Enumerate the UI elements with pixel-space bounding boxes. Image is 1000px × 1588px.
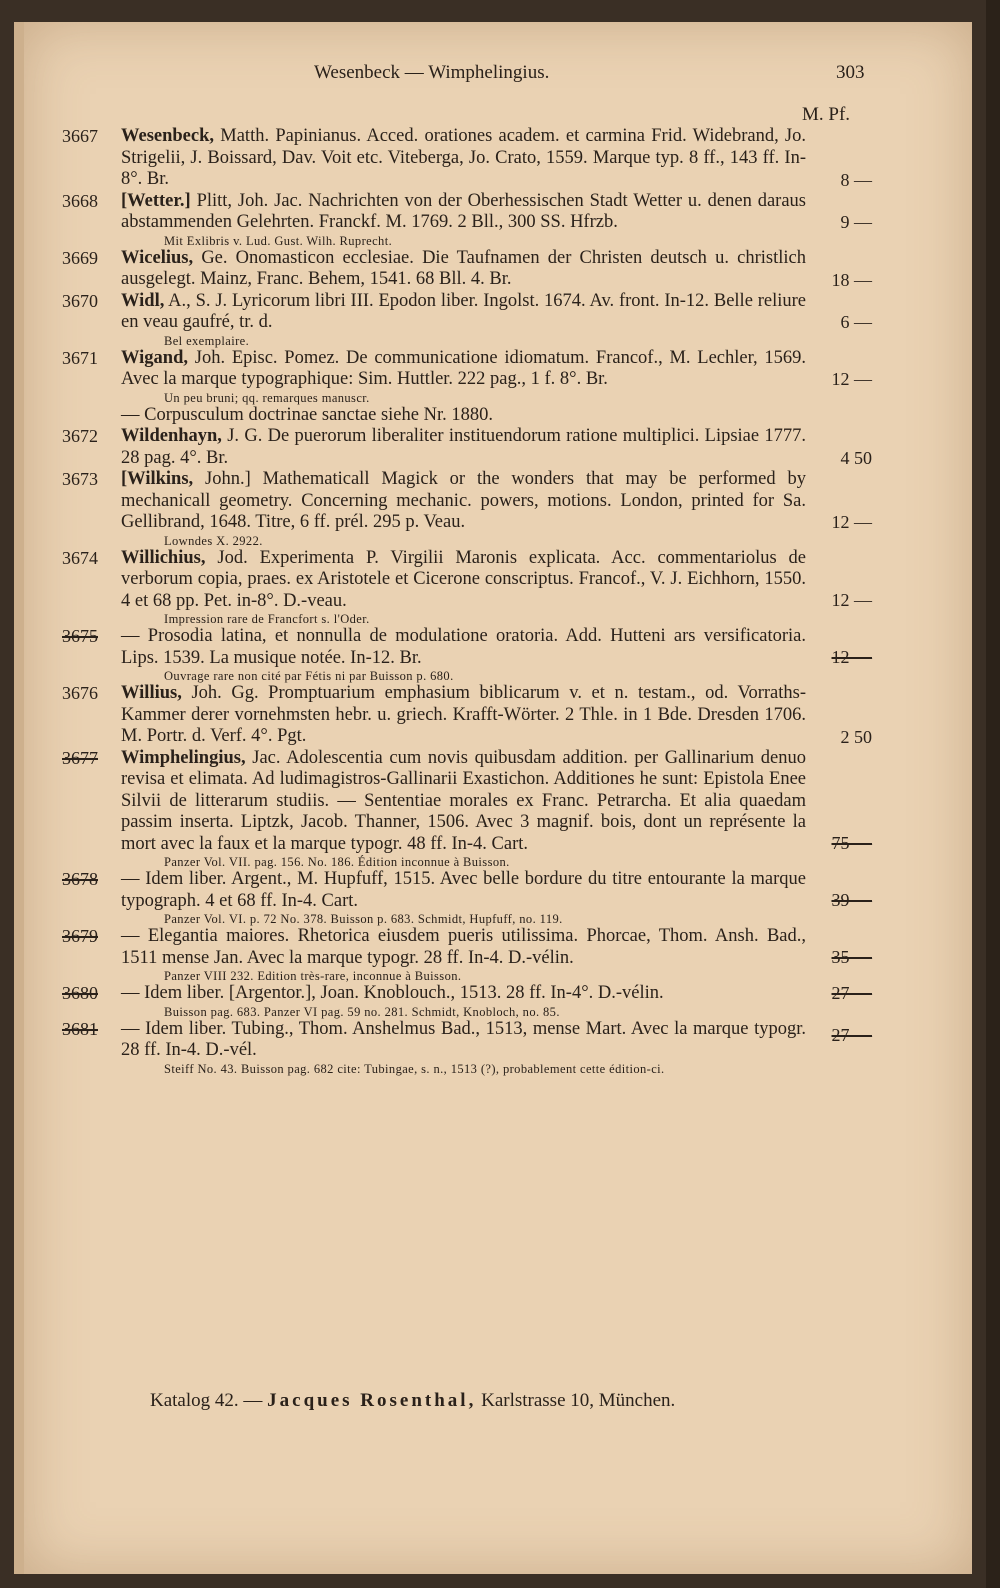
catalog-entry [62,405,942,427]
entry-text [121,683,806,748]
entry-text [121,426,806,469]
entry-note: Panzer Vol. VII. pag. 156. No. 186. Édition inconnue à Buisson. [164,855,510,869]
entry-price: 12 — [831,647,872,667]
entry-note: Buisson pag. 683. Panzer VI pag. 59 no. 281. Schmidt, Knobloch, no. 85. [164,1004,560,1019]
entry-number: 3680 [62,983,98,1003]
entry-description: J. G. De puerorum liberaliter instituendorum ratione multiplici. Lipsiae 1777. 28 pag. 4°. Br. [121,426,807,468]
entry-author: Willichius, [121,547,206,568]
entry-description: Matth. Papinianus. Acced. orationes academ. et carmina Frid. Widebrand, Jo. Strigelii, J. Boissard, Dav. Voit etc. Viteberga, Jo. Crato, 1559. Marque typ. 8 ff., 143 ff. In-8°. Br. [121,126,807,189]
entry-description: Jod. Experimenta P. Virgilii Maronis explicata. Acc. commentariolus de verborum copia, praes. ex Aristotele et Cicerone conscriptus. Francof., V. J. Eichhorn, 1550. 4 et 68 pp. Pet. in-8°. D.-veau. [121,547,807,611]
catalog-entry [62,469,942,548]
entry-price: 12 — [831,368,872,389]
entry-price: 4 50 [840,448,872,468]
page-header [24,62,972,92]
entry-note: Bel exemplaire. [164,333,250,348]
footer-catalog: Katalog 42. — [150,1390,263,1411]
catalog-entry [62,548,942,627]
entry-description: A., S. J. Lyricorum libri III. Epodon liber. Ingolst. 1674. Av. front. In-12. Belle reliure en veau gaufré, tr. d. [121,290,807,332]
entry-price: 9 — [840,211,872,232]
entry-text [121,248,806,291]
entry-description: — Prosodia latina, et nonnulla de modulatione oratoria. Add. Hutteni ars versificatoria. Lips. 1539. La musique notée. In-12. Br. [121,626,806,668]
catalog-page [14,22,972,1574]
entry-text [121,291,806,334]
entry-text [121,348,806,391]
entry-author: Willius, [121,683,182,703]
entry-number: 3669 [62,247,98,268]
entry-description: — Corpusculum doctrinae sanctae siehe Nr. 1880. [121,404,493,425]
entry-note: Mit Exlibris v. Lud. Gust. Wilh. Ruprecht. [164,233,393,248]
catalog-entry [62,926,942,983]
entry-description: — Idem liber. Argent., M. Hupfuff, 1515. Avec belle bordure du titre entourante la marque typograph. 4 et 68 ff. In-4. Cart. [121,869,806,911]
catalog-entry [62,126,942,191]
entry-author: [Wilkins, [121,469,194,489]
catalog-entry [62,626,942,683]
catalog-entry [62,683,942,748]
entry-number: 3672 [62,426,98,446]
entry-note: Ouvrage rare non cité par Fétis ni par Buisson p. 680. [164,669,454,683]
entry-number: 3673 [62,469,98,489]
currency-heading: M. Pf. [802,104,851,125]
entry-description: John.] Mathematicall Magick or the wonders that may be performed by mechanicall geometry. Concerning mechanic. powers, motions. London, printed for Sa. Gellibrand, 1648. Titre, 6 ff. prél. 295 p. Veau. [121,469,806,532]
entry-text [121,983,806,1005]
catalog-entry [62,248,942,291]
footer-dealer: Jacques Rosenthal, [267,1390,477,1411]
entry-number: 3667 [62,126,98,146]
entry-text [121,126,806,191]
entry-text [121,191,806,234]
entry-price: 75 — [831,833,872,853]
catalog-entry [62,426,942,469]
entry-text [121,926,806,969]
entry-author: Wigand, [121,347,189,368]
entry-number: 3677 [62,747,98,768]
entry-note: Un peu bruni; qq. remarques manuscr. [164,390,370,405]
entry-author: Wicelius, [121,247,194,268]
entry-text [121,469,806,534]
entry-note: Panzer VIII 232. Edition très-rare, inconnue à Buisson. [164,969,462,983]
entry-price: 27 — [831,982,872,1003]
entry-description: — Idem liber. Tubing., Thom. Anshelmus Bad., 1513, mense Mart. Avec la marque typogr. 28 ff. In-4. D.-vél. [121,1018,806,1060]
entry-text [121,548,806,613]
catalog-entry [62,191,942,248]
entry-text [121,626,806,669]
entry-number: 3675 [62,626,98,646]
entry-number: 3678 [62,869,98,889]
entry-number: 3670 [62,290,98,311]
entry-note: Impression rare de Francfort s. l'Oder. [164,612,370,626]
entry-price: 6 — [840,311,872,332]
footer-address: Karlstrasse 10, München. [481,1390,676,1411]
entry-description: Plitt, Joh. Jac. Nachrichten von der Oberhessischen Stadt Wetter u. denen daraus abstammenden Gelehrten. Franckf. M. 1769. 2 Bll., 300 SS. Hfrzb. [121,190,807,232]
entry-description: — Elegantia maiores. Rhetorica eiusdem pueris utilissima. Phorcae, Thom. Ansh. Bad., 1511 mense Jan. Avec la marque typogr. 28 ff. In-4. D.-vélin. [121,926,806,968]
entry-price: 35 — [831,947,872,967]
entry-number: 3674 [62,547,98,568]
entry-note: Steiff No. 43. Buisson pag. 682 cite: Tubingae, s. n., 1513 (?), probablement cette édition-ci. [164,1061,665,1076]
entry-author: Wildenhayn, [121,426,222,446]
catalog-entry [62,348,942,405]
entry-author: Wimphelingius, [121,747,246,768]
entries-list [62,126,942,1076]
entry-number: 3668 [62,190,98,211]
entry-text [121,405,806,427]
catalog-entry [62,291,942,348]
page-number: 303 [836,62,865,83]
entry-text [121,869,806,912]
entry-number: 3679 [62,926,98,946]
entry-price: 8 — [840,169,872,190]
entry-author: Wesenbeck, [121,126,215,146]
catalog-entry [62,983,942,1019]
entry-text [121,748,806,856]
entry-price: 2 50 [840,726,872,747]
entry-description: Joh. Gg. Promptuarium emphasium biblicarum v. et n. testam., od. Vorraths-Kammer derer vornehmsten hebr. u. griech. Krafft-Wörter. 2 Thle. in 1 Bde. Dresden 1706. M. Portr. d. Verf. 4°. Pgt. [121,683,806,746]
entry-description: Joh. Episc. Pomez. De communicatione idiomatum. Francof., M. Lechler, 1569. Avec la marque typographique: Sim. Huttler. 222 pag., 1 f. 8°. Br. [121,347,807,389]
entry-note: Lowndes X. 2922. [164,533,263,548]
entry-number: 3676 [62,683,98,703]
entry-number: 3681 [62,1018,98,1039]
entry-description: — Idem liber. [Argentor.], Joan. Knoblouch., 1513. 28 ff. In-4°. D.-vélin. [121,983,664,1003]
entry-price: 12 — [831,590,872,610]
entry-price: 12 — [831,511,872,532]
catalog-entry [62,1019,942,1076]
entry-price: 18 — [831,269,872,290]
entry-note: Panzer Vol. VI. p. 72 No. 378. Buisson p. 683. Schmidt, Hupfuff, no. 119. [164,912,563,926]
entry-price: 27 — [831,1024,872,1045]
catalog-entry [62,748,942,870]
entry-author: [Wetter.] [121,190,191,211]
running-title: Wesenbeck — Wimphelingius. [314,62,550,83]
entry-price: 39 — [831,890,872,910]
entry-author: Widl, [121,290,165,311]
entry-text [121,1019,806,1062]
entry-number: 3671 [62,347,98,368]
entry-description: Jac. Adolescentia cum novis quibusdam addition. per Gallinarium denuo revisa et elimata. Ad ludimagistros-Gallinarii Exastichon. Additiones he sunt: Epistola Enee Silvii de litterarum studiis. — Sententiae morales ex Franc. Petrarcha. Et alia quaedam passim inserta. Liptzk, Jacob. Thanner, 1506. Avec 3 magnif. bois, dont un représente la mort avec la faux et la marque typogr. 48 ff. In-4. Cart. [121,747,806,854]
entry-description: Ge. Onomasticon ecclesiae. Die Taufnamen der Christen deutsch u. christlich ausgelegt. Mainz, Franc. Behem, 1541. 68 Bll. 4. Br. [121,247,806,289]
catalog-entry [62,869,942,926]
scan-edge [986,0,1000,1588]
